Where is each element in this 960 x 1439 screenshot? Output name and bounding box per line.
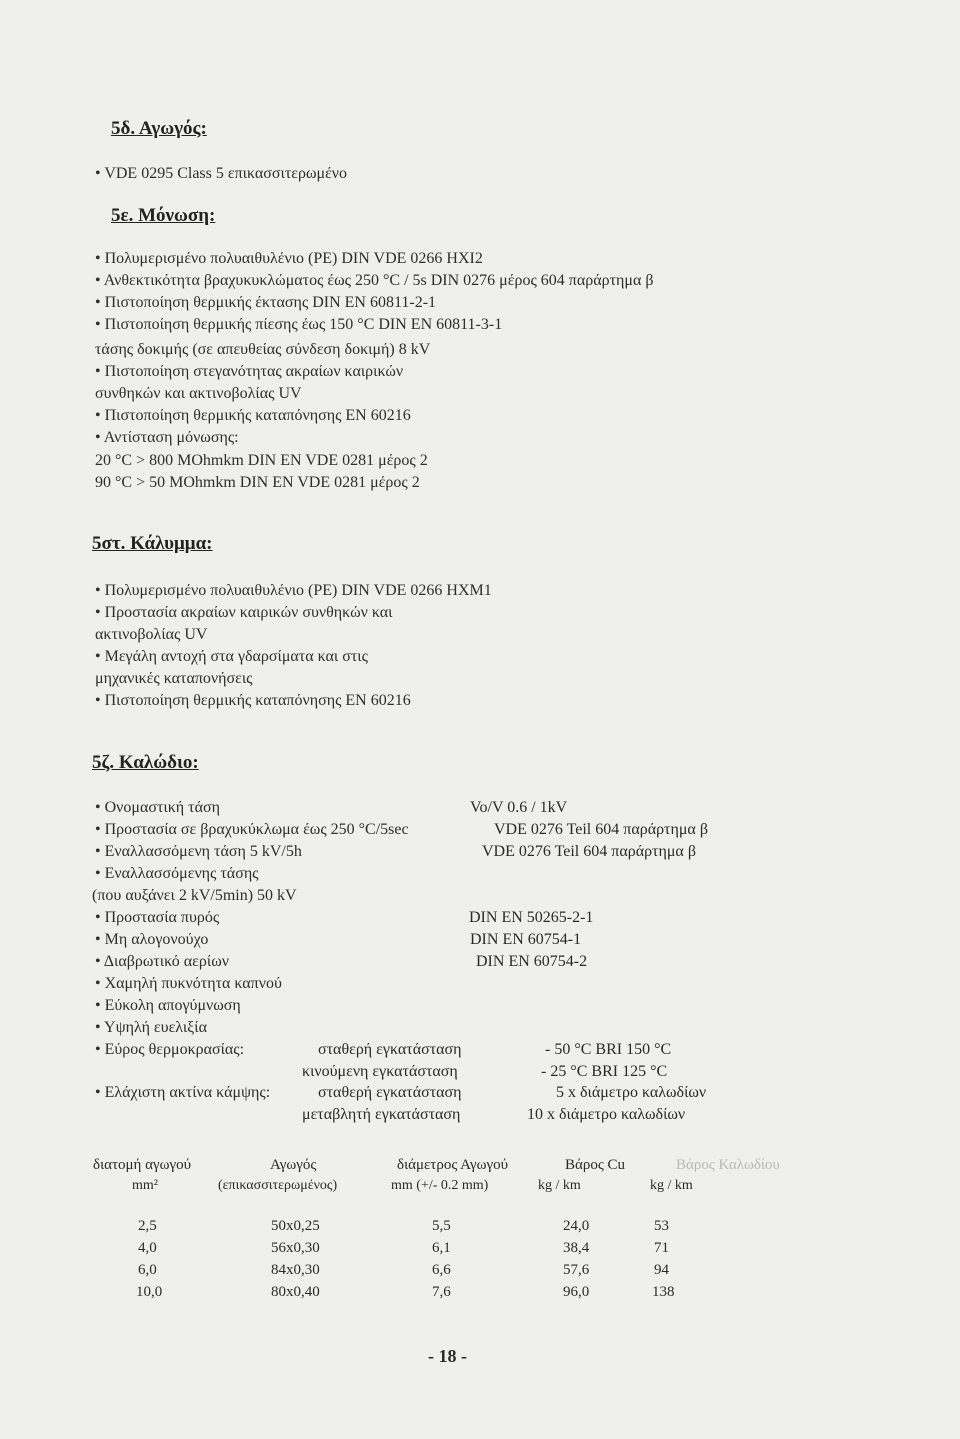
sheath-heading: 5στ. Κάλυμμα: — [92, 533, 213, 554]
table-unit: mm (+/- 0.2 mm) — [391, 1178, 489, 1193]
cable-spec-label: • Εναλλασσόμενη τάση 5 kV/5h — [95, 843, 302, 860]
cable-spec-value: DIN EN 60754-2 — [476, 953, 588, 970]
table-cell: 38,4 — [563, 1240, 590, 1256]
table-cell: 4,0 — [138, 1240, 157, 1256]
table-cell: 7,6 — [432, 1284, 451, 1300]
cable-spec-label: • Εύκολη απογύμνωση — [95, 997, 241, 1014]
cable-spec-value: DIN EN 50265-2-1 — [469, 909, 594, 926]
cable-spec-label: • Μη αλογονούχο — [95, 931, 209, 948]
table-unit: (επικασσιτερωμένος) — [218, 1178, 338, 1193]
table-cell: 56x0,30 — [271, 1240, 320, 1256]
sheath-line: • Μεγάλη αντοχή στα γδαρσίματα και στις — [95, 648, 368, 665]
sheath-line: • Προστασία ακραίων καιρικών συνθηκών και — [95, 604, 393, 621]
table-cell: 5,5 — [432, 1218, 451, 1234]
cable-spec-label: • Εναλλασσόμενης τάσης — [95, 865, 259, 882]
table-cell: 96,0 — [563, 1284, 590, 1300]
temperature-fixed-value: - 50 °C BRI 150 °C — [545, 1041, 672, 1058]
insulation-line: τάσης δοκιμής (σε απευθείας σύνδεση δοκιμή) 8 kV — [95, 341, 431, 358]
cable-spec-value: VDE 0276 Teil 604 παράρτημα β — [482, 843, 696, 860]
insulation-line: • Αντίσταση μόνωσης: — [95, 429, 239, 446]
table-cell: 6,0 — [138, 1262, 157, 1278]
table-cell: 6,6 — [432, 1262, 451, 1278]
table-cell: 84x0,30 — [271, 1262, 320, 1278]
table-header: Βάρος Cu — [565, 1157, 626, 1173]
table-cell: 71 — [654, 1240, 669, 1256]
cable-heading: 5ζ. Καλώδιο: — [92, 752, 199, 773]
table-unit: mm² — [132, 1178, 158, 1193]
conductor-line: • VDE 0295 Class 5 επικασσιτερωμένο — [95, 165, 348, 182]
insulation-line: 20 °C > 800 MOhmkm DIN EN VDE 0281 μέρος 2 — [95, 452, 428, 469]
table-cell: 138 — [652, 1284, 675, 1300]
insulation-line: • Πολυμερισμένο πολυαιθυλένιο (PE) DIN VDE 0266 HXI2 — [95, 250, 483, 267]
insulation-line: • Πιστοποίηση θερμικής καταπόνησης EN 60216 — [95, 407, 411, 424]
table-cell: 10,0 — [136, 1284, 163, 1300]
bend-fixed-label: σταθερή εγκατάσταση — [318, 1084, 462, 1101]
cable-spec-value: Vo/V 0.6 / 1kV — [470, 799, 568, 816]
cable-spec-label: • Χαμηλή πυκνότητα καπνού — [95, 975, 282, 992]
sheath-line: • Πιστοποίηση θερμικής καταπόνησης EN 60216 — [95, 692, 411, 709]
bend-variable-value: 10 x διάμετρο καλωδίων — [527, 1106, 686, 1123]
cable-spec-value: DIN EN 60754-1 — [470, 931, 582, 948]
insulation-line: • Πιστοποίηση στεγανότητας ακραίων καιρικών — [95, 363, 404, 380]
table-header: διάμετρος Αγωγού — [397, 1157, 509, 1173]
table-cell: 94 — [654, 1262, 669, 1278]
insulation-heading: 5ε. Μόνωση: — [111, 205, 216, 226]
table-cell: 6,1 — [432, 1240, 451, 1256]
insulation-line: • Ανθεκτικότητα βραχυκυκλώματος έως 250 °C / 5s DIN 0276 μέρος 604 παράρτημα β — [95, 272, 654, 289]
cable-spec-label: • Ονομαστική τάση — [95, 799, 220, 816]
bend-radius-label: • Ελάχιστη ακτίνα κάμψης: — [95, 1084, 271, 1101]
table-header: Αγωγός — [270, 1157, 317, 1173]
cable-spec-value: VDE 0276 Teil 604 παράρτημα β — [494, 821, 708, 838]
cable-spec-label: • Προστασία σε βραχυκύκλωμα έως 250 °C/5sec — [95, 821, 409, 838]
sheath-line: μηχανικές καταπονήσεις — [95, 670, 253, 687]
insulation-line: • Πιστοποίηση θερμικής έκτασης DIN EN 60811-2-1 — [95, 294, 437, 311]
temperature-moving-value: - 25 °C BRI 125 °C — [541, 1063, 668, 1080]
insulation-line: 90 °C > 50 MOhmkm DIN EN VDE 0281 μέρος 2 — [95, 474, 420, 491]
table-unit: kg / km — [538, 1178, 581, 1193]
temperature-fixed-label: σταθερή εγκατάσταση — [318, 1041, 462, 1058]
bend-variable-label: μεταβλητή εγκατάσταση — [302, 1106, 461, 1123]
table-cell: 24,0 — [563, 1218, 590, 1234]
table-cell: 57,6 — [563, 1262, 590, 1278]
conductor-heading: 5δ. Αγωγός: — [111, 118, 207, 139]
cable-spec-label: • Προστασία πυρός — [95, 909, 220, 926]
table-cell: 53 — [654, 1218, 669, 1234]
table-cell: 50x0,25 — [271, 1218, 320, 1234]
table-cell: 80x0,40 — [271, 1284, 320, 1300]
bend-fixed-value: 5 x διάμετρο καλωδίων — [556, 1084, 707, 1101]
cable-spec-label: (που αυξάνει 2 kV/5min) 50 kV — [92, 887, 297, 904]
cable-spec-label: • Υψηλή ευελιξία — [95, 1019, 207, 1036]
temperature-moving-label: κινούμενη εγκατάσταση — [302, 1063, 458, 1080]
cable-spec-label: • Διαβρωτικό αερίων — [95, 953, 229, 970]
table-cell: 2,5 — [138, 1218, 157, 1234]
table-unit: kg / km — [650, 1178, 693, 1193]
table-header: διατομή αγωγού — [93, 1157, 192, 1173]
sheath-line: • Πολυμερισμένο πολυαιθυλένιο (PE) DIN VDE 0266 HXM1 — [95, 582, 492, 599]
page-number: - 18 - — [428, 1346, 467, 1366]
insulation-line: • Πιστοποίηση θερμικής πίεσης έως 150 °C DIN EN 60811-3-1 — [95, 316, 503, 333]
insulation-line: συνθηκών και ακτινοβολίας UV — [95, 385, 302, 402]
table-header: Βάρος Καλωδίου — [676, 1157, 780, 1173]
sheath-line: ακτινοβολίας UV — [95, 626, 208, 643]
temperature-range-label: • Εύρος θερμοκρασίας: — [95, 1041, 245, 1058]
